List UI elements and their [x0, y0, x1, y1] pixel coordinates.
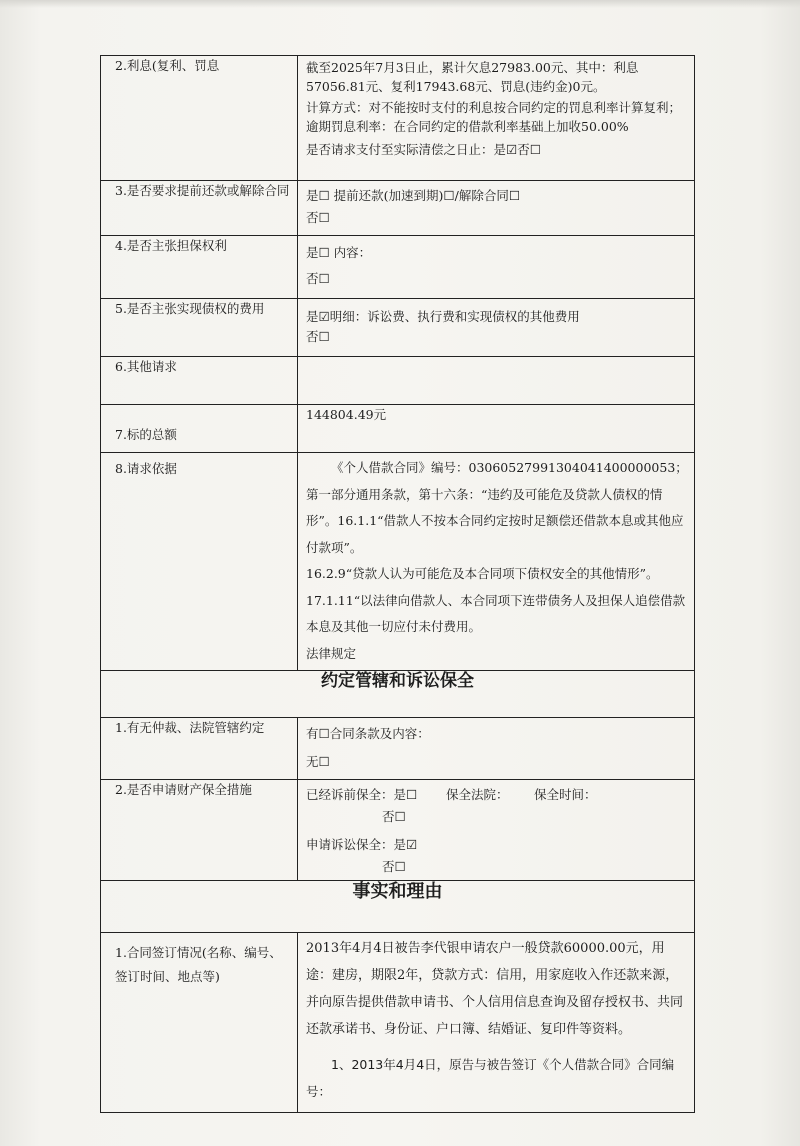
arbitration-no-text: 无☐	[306, 754, 330, 769]
early-repay-no-text: 否☐	[306, 210, 330, 225]
litigation-preservation-no: 否☐	[382, 859, 406, 874]
contract-value	[298, 933, 695, 1113]
early-repay-value	[298, 181, 695, 236]
row-contract	[101, 933, 695, 1113]
interest-amount-text: 截至2025年7月3日止，累计欠息27983.00元、其中：利息57056.81元、复利17943.68元、罚息(违约金)0元。	[306, 60, 639, 94]
section-jurisdiction-heading-row	[101, 671, 695, 718]
interest-method-text: 计算方式：对不能按时支付的利息按合同约定的罚息利率计算复利；逾期罚息利率：在合同约定的借款利率基础上加收50.00%	[306, 100, 682, 134]
litigation-preservation-yes: 申请诉讼保全：是☑	[306, 837, 418, 852]
page-top-shadow	[0, 0, 800, 8]
costs-value	[298, 299, 695, 357]
security-yes-text: 是☐ 内容：	[306, 245, 372, 260]
section-jurisdiction-title: 约定管辖和诉讼保全	[101, 671, 695, 718]
pre-preservation-yes: 已经诉前保全：是☐	[306, 787, 418, 802]
pre-preservation-line	[306, 784, 688, 806]
interest-label: 2.利息(复利、罚息	[101, 56, 298, 181]
preservation-label: 2.是否申请财产保全措施	[101, 780, 298, 881]
complaint-form-table	[100, 55, 695, 1113]
pre-preservation-no: 否☐	[382, 809, 406, 824]
row-other	[101, 357, 695, 405]
basis-clause-17-1-11: 17.1.11“以法律向借款人、本合同项下连带债务人及担保人追偿借款本息及其他一切应付未付费用。	[306, 592, 686, 634]
total-value: 144804.49元	[298, 405, 695, 453]
row-costs	[101, 299, 695, 357]
arbitration-label: 1.有无仲裁、法院管辖约定	[101, 718, 298, 780]
basis-clause-16-2-9: 16.2.9“贷款人认为可能危及本合同项下债权安全的其他情形”。	[306, 566, 659, 581]
early-repay-label: 3.是否要求提前还款或解除合同	[101, 181, 298, 236]
row-basis	[101, 453, 695, 671]
other-value	[298, 357, 695, 405]
costs-no-text: 否☐	[306, 329, 330, 344]
early-repay-yes-text: 是☐ 提前还款(加速到期)☐/解除合同☐	[306, 188, 521, 203]
row-security	[101, 236, 695, 299]
interest-until-paid-text: 是否请求支付至实际清偿之日止：是☑否☐	[306, 142, 541, 157]
costs-label: 5.是否主张实现债权的费用	[101, 299, 298, 357]
arbitration-yes-text: 有☐合同条款及内容：	[306, 726, 430, 741]
row-interest	[101, 56, 695, 181]
arbitration-value	[298, 718, 695, 780]
basis-contract-clause: 《个人借款合同》编号：03060527991304041400000053；第一部分通用条款，第十六条：“违约及可能危及贷款人债权的情形”。16.1.1“借款人不按本合同约定按时足额偿还借款本息或其他应付款项”。	[306, 460, 688, 555]
security-label: 4.是否主张担保权利	[101, 236, 298, 299]
section-facts-heading-row	[101, 881, 695, 933]
row-arbitration	[101, 718, 695, 780]
total-label: 7.标的总额	[101, 405, 298, 453]
row-early-repay	[101, 181, 695, 236]
costs-yes-text: 是☑明细：诉讼费、执行费和实现债权的其他费用	[306, 309, 580, 324]
preservation-value	[298, 780, 695, 881]
pre-preservation-court: 保全法院：	[446, 787, 509, 802]
basis-law-text: 法律规定	[306, 645, 357, 661]
section-facts-title: 事实和理由	[101, 881, 695, 933]
security-value	[298, 236, 695, 299]
basis-value	[298, 453, 695, 671]
security-no-text: 否☐	[306, 271, 330, 286]
interest-value	[298, 56, 695, 181]
row-preservation	[101, 780, 695, 881]
contract-facts-text: 2013年4月4日被告李代银申请农户一般贷款60000.00元，用途：建房，期限2年，贷款方式：信用，用家庭收入作还款来源，并向原告提供借款申请书、个人信用信息查询及留存授权书、共同还款承诺书、身份证、户口簿、结婚证、复印件等资料。	[306, 941, 684, 1037]
basis-label: 8.请求依据	[101, 453, 298, 671]
other-label: 6.其他请求	[101, 357, 298, 405]
contract-signing-text: 1、2013年4月4日，原告与被告签订《个人借款合同》合同编号：	[306, 1057, 675, 1099]
pre-preservation-time: 保全时间：	[534, 787, 597, 802]
contract-label: 1.合同签订情况(名称、编号、签订时间、地点等)	[101, 933, 298, 1113]
row-total	[101, 405, 695, 453]
